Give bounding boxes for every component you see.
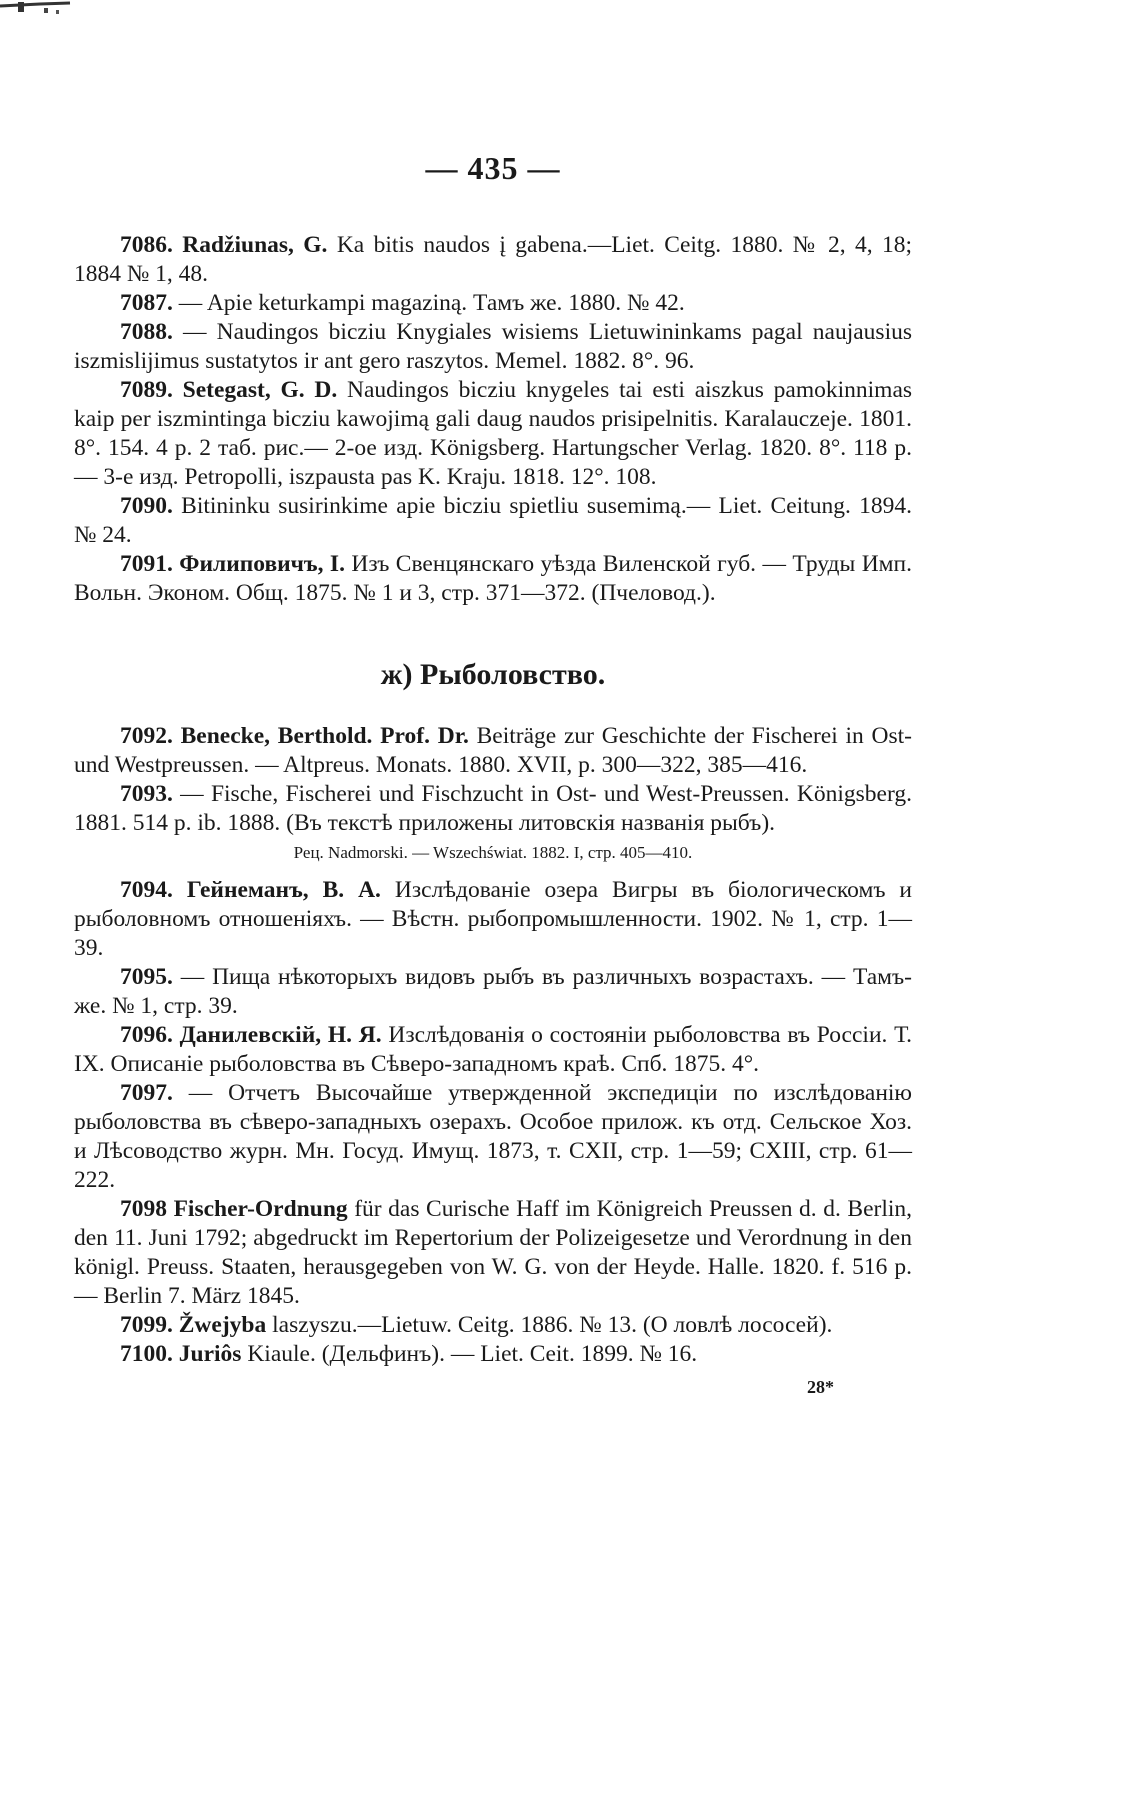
entry-number: 7100. <box>120 1341 173 1367</box>
entry-number: 7097. <box>120 1080 173 1106</box>
entry-author: Žwejyba <box>178 1312 267 1338</box>
entry-list-fishing <box>74 722 912 838</box>
entry-list-beekeeping <box>74 231 912 608</box>
entry-text: Bitininku susirinkime apie bicziu spietliu susemimą.— Liet. Ceitung. 1894. № 24. <box>74 493 912 548</box>
section-title: ж) Рыболовство. <box>380 658 606 691</box>
bibliography-entry <box>74 1021 912 1079</box>
bibliography-entry <box>74 780 912 838</box>
entry-text: Beiträge zur Geschichte der Fischerei in Ost- und Westpreussen. — Altpreus. Monats. 1880. XVII, p. 300—322, 385—416. <box>74 723 913 778</box>
entry-author: Radžiunas, G. <box>182 232 328 258</box>
bibliography-entry <box>74 876 912 963</box>
bibliography-entry <box>74 1340 912 1369</box>
entry-number: 7094. <box>120 877 173 903</box>
entry-author: Setegast, G. D. <box>182 377 338 403</box>
entry-text: Naudingos bicziu knygeles tai esti aiszkus pamokinnimas kaip per iszmintinga bicziu kawojimą gali daug naudos prisipelnitis. Karalauczeje. 1801. 8°. 154. 4 р. 2 таб. рис.— 2-ое изд. Königsberg. Hartungscher Verlag. 1820. 8°. 118 р. — 3-е изд. Petropolli, iszpausta pas K. Kraju. 1818. 12°. 108. <box>74 377 913 490</box>
entry-text: für das Curische Haff im Königreich Preussen d. d. Berlin, den 11. Juni 1792; abgedruckt im Repertorium der Polizeigesetze und Verordnung in den königl. Preuss. Staaten, herausgegeben von W. G. von der Heyde. Halle. 1820. f. 516 p.— Berlin 7. März 1845. <box>74 1196 913 1309</box>
entry-text: — Apie keturkampi magaziną. Тамъ же. 1880. № 42. <box>178 290 685 316</box>
entry-author: Данилевскій, Н. Я. <box>179 1022 382 1048</box>
bibliography-entry <box>74 963 912 1021</box>
entry-text: Изъ Свенцянскаго уѣзда Виленской губ. — Труды Имп. Вольн. Эконом. Общ. 1875. № 1 и 3, стр. 371—372. (Пчеловод.). <box>74 551 912 606</box>
entry-number: 7096. <box>120 1022 173 1048</box>
entry-number: 7090. <box>120 493 173 519</box>
entry-text: Изслѣдованія о состояніи рыболовства въ Россіи. Т. IX. Описаніе рыболовства въ Сѣверо-западномъ краѣ. Спб. 1875. 4°. <box>74 1022 913 1077</box>
entry-number: 7091. <box>120 551 173 577</box>
entry-text: laszyszu.—Lietuw. Ceitg. 1886. № 13. (О ловлѣ лососей). <box>272 1312 833 1338</box>
entry-list-fishing-continued <box>74 876 912 1369</box>
bibliography-entry <box>74 1079 912 1195</box>
entry-author: Филиповичъ, I. <box>179 551 345 577</box>
review-note: Рец. Nadmorski. — Wszechświat. 1882. I, стр. 405—410. <box>293 843 693 862</box>
entry-number: 7087. <box>120 290 173 316</box>
entry-number: 7098 <box>120 1196 167 1222</box>
bibliography-entry <box>74 231 912 289</box>
page-number: — 435 — <box>425 150 561 186</box>
entry-number: 7088. <box>120 319 173 345</box>
entry-author: Benecke, Berthold. Prof. Dr. <box>180 723 469 749</box>
bibliography-entry <box>74 550 912 608</box>
printer-signature: 28* <box>807 1377 834 1397</box>
entry-text: Ka bitis naudos į gabena.—Liet. Ceitg. 1880. № 2, 4, 18; 1884 № 1, 48. <box>74 232 912 287</box>
entry-text: — Пища нѣкоторыхъ видовъ рыбъ въ различныхъ возрастахъ. — Тамъ-же. № 1, стр. 39. <box>74 964 912 1019</box>
bibliography-entry <box>74 722 912 780</box>
entry-number: 7095. <box>120 964 173 990</box>
entry-number: 7099. <box>120 1312 173 1338</box>
entry-number: 7093. <box>120 781 173 807</box>
entry-text: — Fische, Fischerei und Fischzucht in Ost- und West-Preussen. Königsberg. 1881. 514 p. ib. 1888. (Въ текстѣ приложены литовскія названія рыбъ). <box>74 781 913 836</box>
entry-text: — Отчетъ Высочайше утвержденной экспедиціи по изслѣдованію рыболовства въ сѣверо-западныхъ озерахъ. Особое прилож. къ отд. Сельское Хоз. и Лѣсоводство журн. Мн. Госуд. Имущ. 1873, т. CXII, стр. 1—59; CXIII, стр. 61—222. <box>74 1080 912 1193</box>
entry-number: 7086. <box>120 232 173 258</box>
bibliography-entry <box>74 318 912 376</box>
entry-text: Kiaule. (Дельфинъ). — Liet. Ceit. 1899. № 16. <box>247 1341 698 1367</box>
entry-number: 7092. <box>120 723 173 749</box>
bibliography-entry <box>74 1195 912 1311</box>
entry-author: Fischer-Ordnung <box>173 1196 348 1222</box>
entry-text: Изслѣдованіе озера Вигры въ біологическомъ и рыболовномъ отношеніяхъ. — Вѣстн. рыбопромышленности. 1902. № 1, стр. 1—39. <box>74 877 913 961</box>
scan-corner-mark <box>0 0 120 22</box>
entry-text: — Naudingos bicziu Knygiales wisiems Lietuwininkams pagal naujausius iszmislijimus sustatytos ir ant gero raszytos. Memel. 1882. 8°. 96. <box>74 319 912 374</box>
bibliography-entry <box>74 492 912 550</box>
entry-author: Гейнеманъ, В. А. <box>186 877 381 903</box>
bibliography-entry <box>74 289 912 318</box>
entry-number: 7089. <box>120 377 173 403</box>
bibliography-entry <box>74 1311 912 1340</box>
bibliography-entry <box>74 376 912 492</box>
document-page <box>74 150 912 1398</box>
entry-author: Juriôs <box>178 1341 242 1367</box>
